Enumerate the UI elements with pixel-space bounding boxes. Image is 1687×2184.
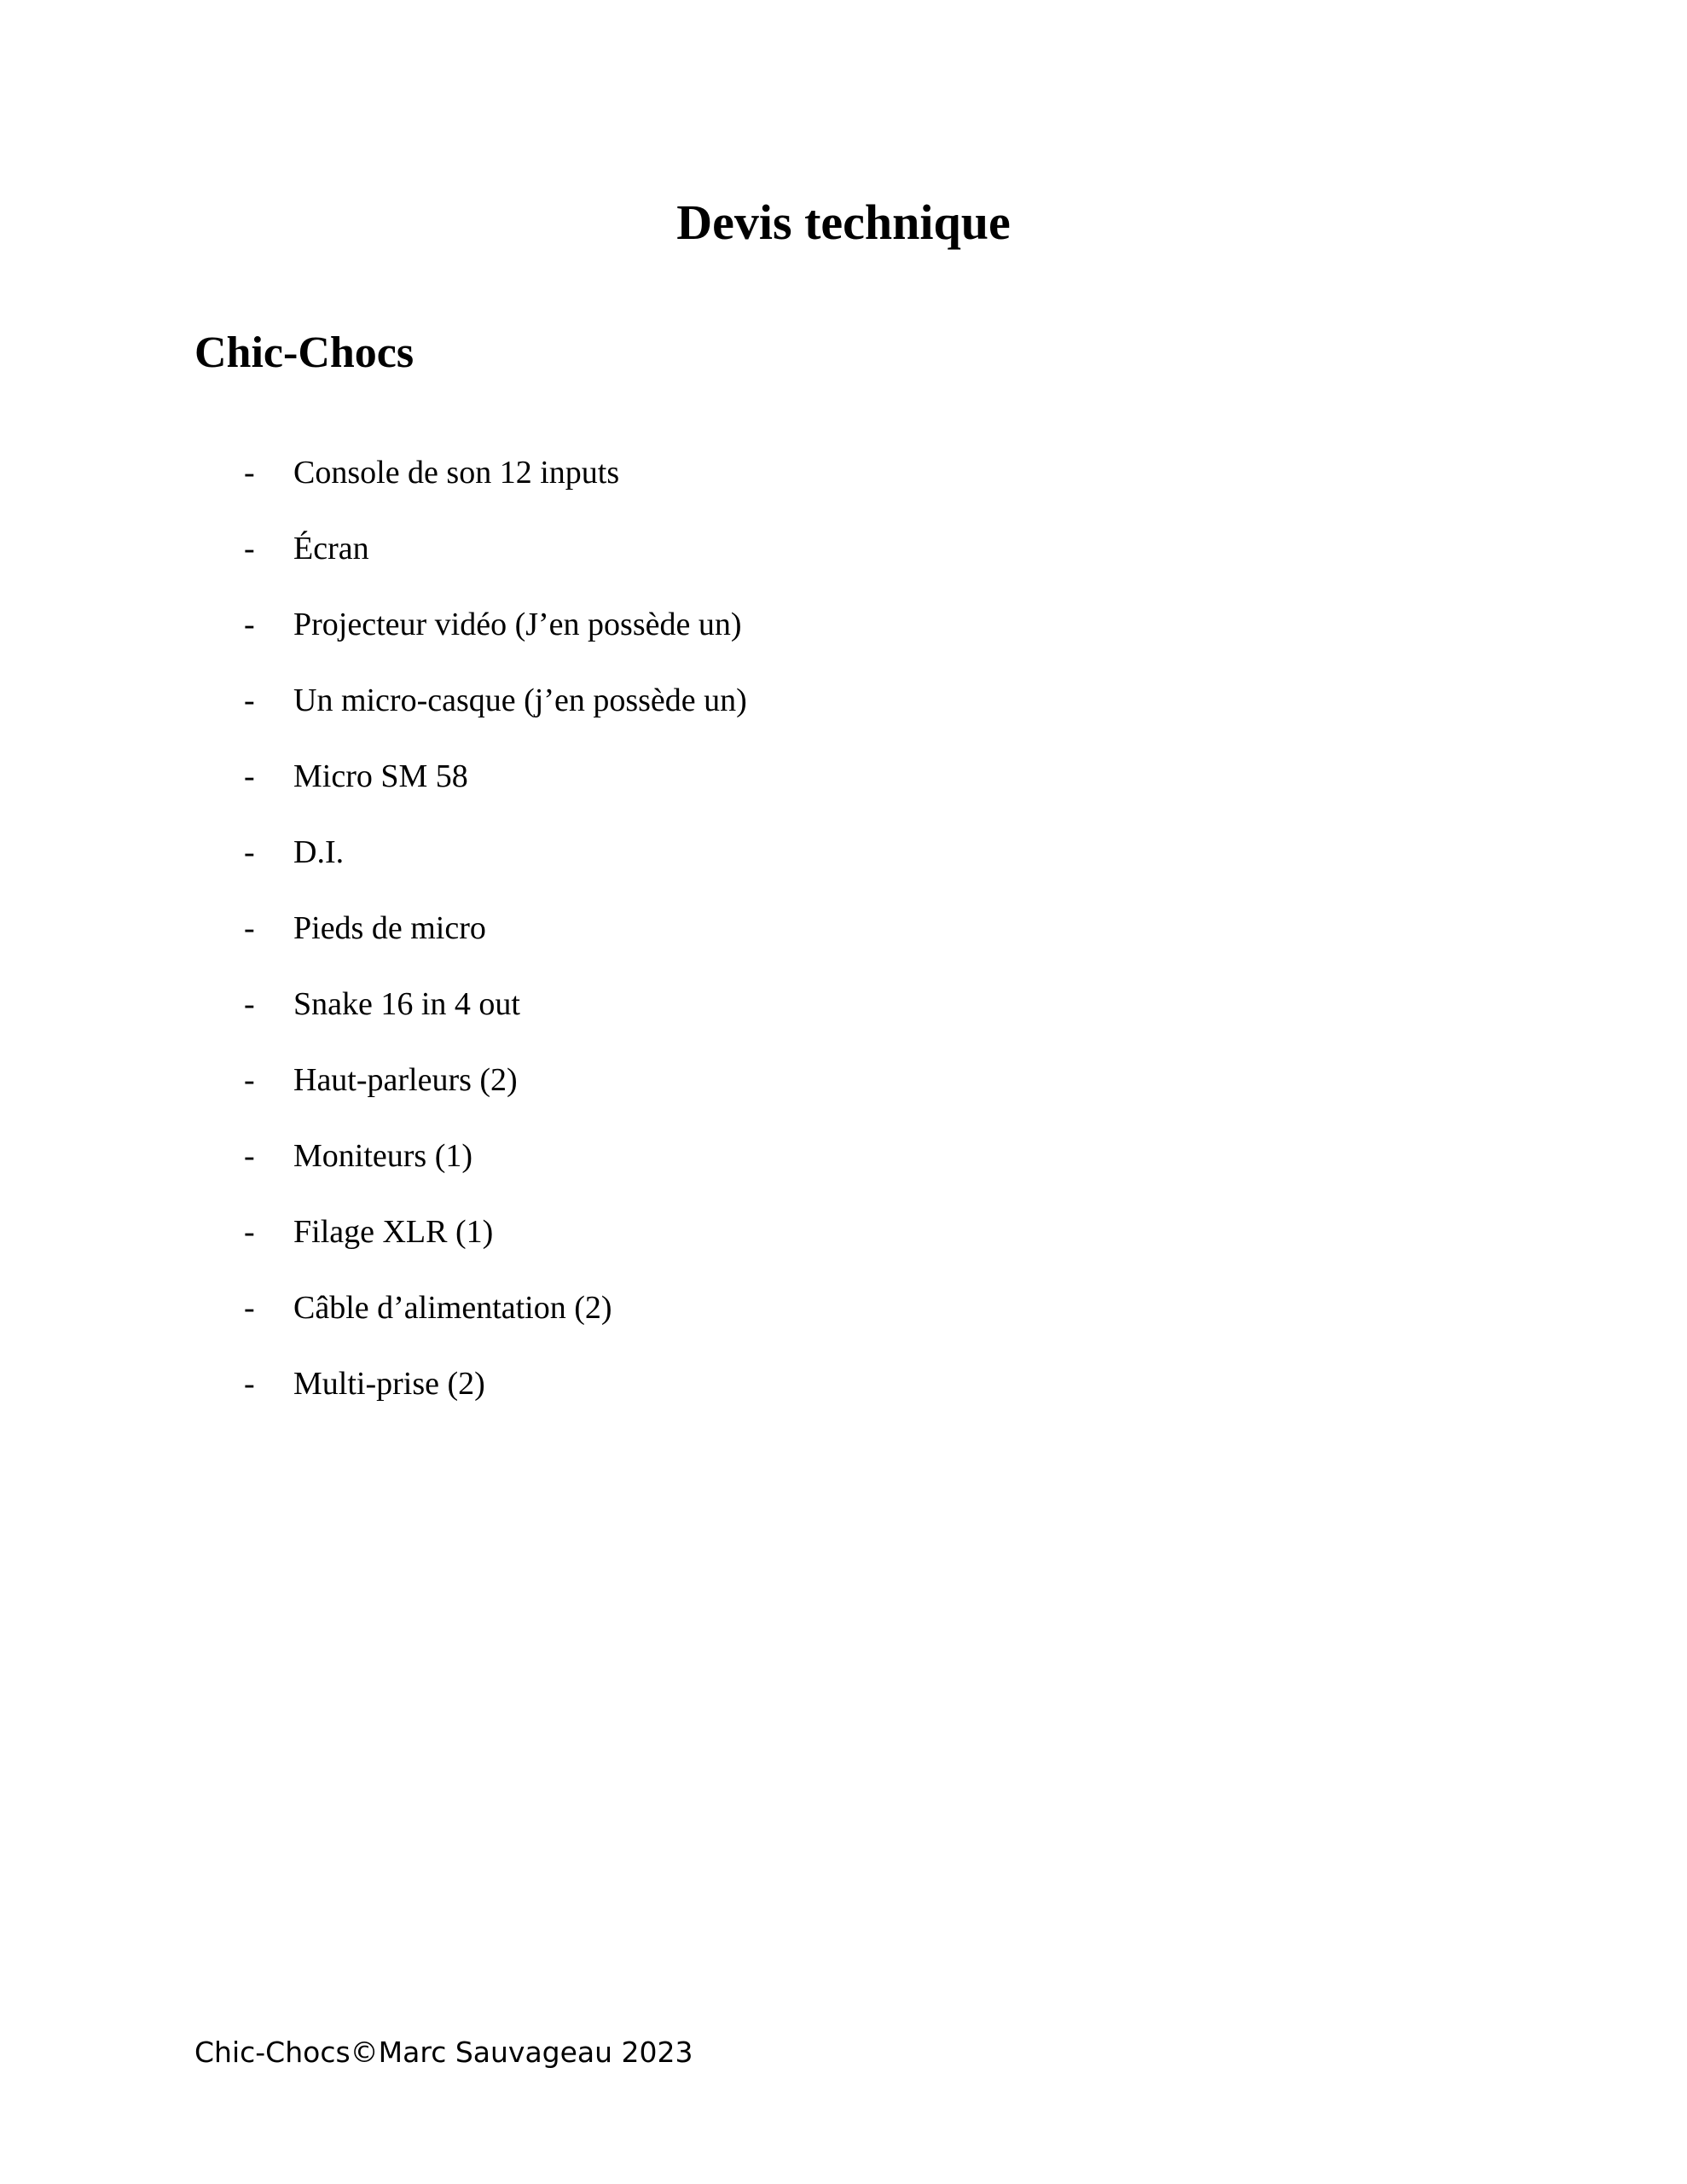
list-item-text: Haut-parleurs (2) bbox=[293, 1062, 518, 1098]
list-dash: - bbox=[244, 531, 255, 566]
list-dash: - bbox=[244, 834, 255, 870]
list-dash: - bbox=[244, 758, 255, 794]
page-footer: Chic-Chocs©Marc Sauvageau 2023 bbox=[194, 2036, 693, 2069]
list-item-text: Écran bbox=[293, 531, 369, 566]
list-item-text: Console de son 12 inputs bbox=[293, 455, 620, 491]
list-item-text: Filage XLR (1) bbox=[293, 1214, 494, 1250]
list-item bbox=[0, 1058, 1687, 1134]
list-item bbox=[0, 1362, 1687, 1438]
list-dash: - bbox=[244, 455, 255, 491]
list-dash: - bbox=[244, 682, 255, 718]
list-item bbox=[0, 526, 1687, 602]
list-dash: - bbox=[244, 910, 255, 946]
list-item-text: Micro SM 58 bbox=[293, 758, 468, 794]
list-item-text: Projecteur vidéo (J’en possède un) bbox=[293, 607, 742, 642]
list-dash: - bbox=[244, 1366, 255, 1402]
list-item-text: Un micro-casque (j’en possède un) bbox=[293, 682, 747, 718]
list-item bbox=[0, 678, 1687, 754]
list-item bbox=[0, 1210, 1687, 1286]
list-item bbox=[0, 982, 1687, 1058]
list-item bbox=[0, 754, 1687, 830]
list-item-text: Multi-prise (2) bbox=[293, 1366, 485, 1402]
list-item bbox=[0, 906, 1687, 982]
list-item-text: Câble d’alimentation (2) bbox=[293, 1290, 612, 1326]
list-item bbox=[0, 830, 1687, 906]
list-dash: - bbox=[244, 1214, 255, 1250]
list-item-text: D.I. bbox=[293, 834, 345, 870]
list-item bbox=[0, 1134, 1687, 1210]
list-dash: - bbox=[244, 986, 255, 1022]
list-item-text: Pieds de micro bbox=[293, 910, 486, 946]
list-item bbox=[0, 602, 1687, 678]
list-item-text: Snake 16 in 4 out bbox=[293, 986, 520, 1022]
section-heading: Chic-Chocs bbox=[194, 328, 415, 377]
list-dash: - bbox=[244, 1290, 255, 1326]
list-item bbox=[0, 450, 1687, 526]
list-dash: - bbox=[244, 607, 255, 642]
list-dash: - bbox=[244, 1138, 255, 1174]
list-item bbox=[0, 1286, 1687, 1362]
list-item-text: Moniteurs (1) bbox=[293, 1138, 473, 1174]
document-title: Devis technique bbox=[676, 195, 1011, 250]
equipment-list bbox=[0, 450, 1687, 1438]
list-dash: - bbox=[244, 1062, 255, 1098]
